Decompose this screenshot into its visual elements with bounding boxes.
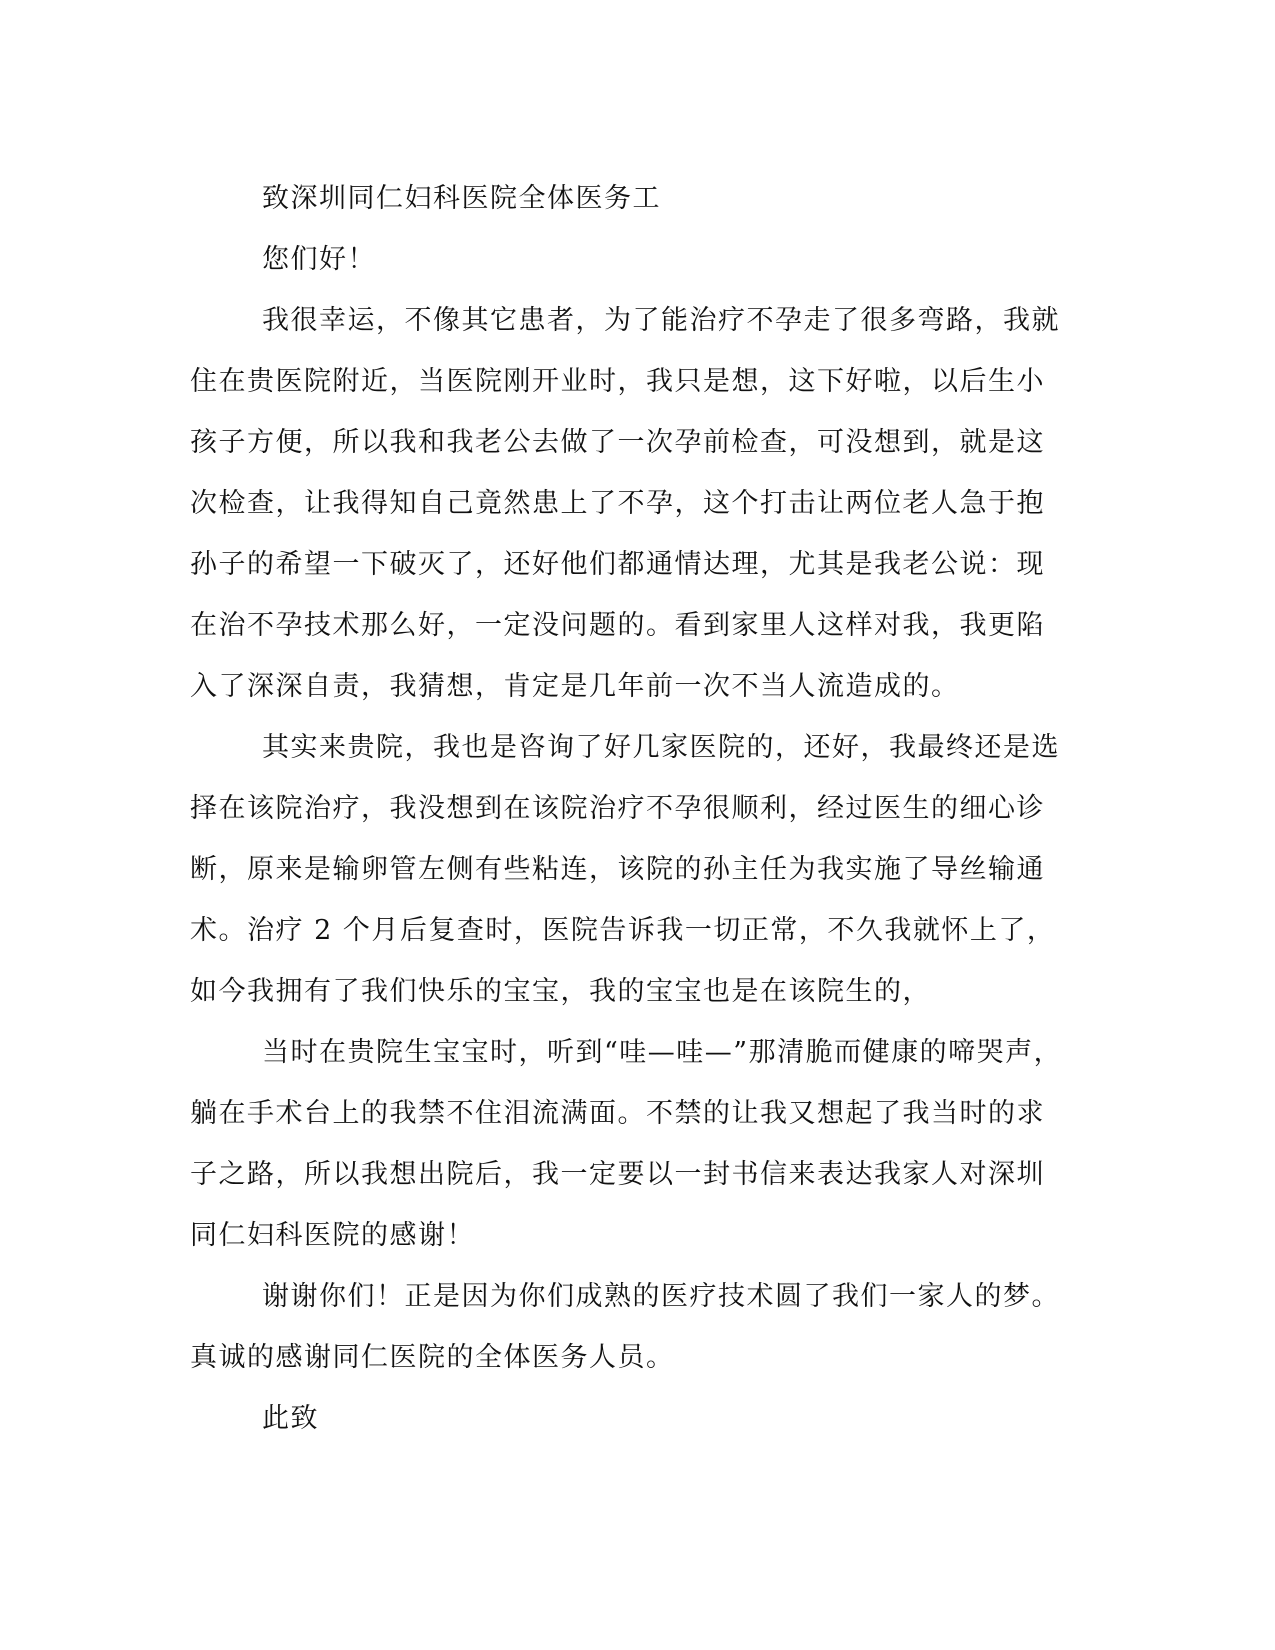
paragraph-line: 真诚的感谢同仁医院的全体医务人员。 [190, 1342, 675, 1373]
paragraph-line: 当时在贵院生宝宝时，听到“哇—哇—”那清脆而健康的啼哭声， [262, 1037, 1063, 1068]
paragraph-line: 其实来贵院，我也是咨询了好几家医院的，还好，我最终还是选 [262, 732, 1060, 763]
letter-recipient: 致深圳同仁妇科医院全体医务工 [262, 183, 661, 214]
paragraph-line: 断，原来是输卵管左侧有些粘连，该院的孙主任为我实施了导丝输通 [190, 854, 1045, 885]
paragraph-line: 次检查，让我得知自己竟然患上了不孕，这个打击让两位老人急于抱 [190, 488, 1045, 519]
paragraph-4 [190, 1266, 1080, 1388]
paragraph-line: 术。治疗 2 个月后复查时，医院告诉我一切正常，不久我就怀上了， [190, 915, 1056, 946]
letter-body [190, 168, 1080, 1449]
paragraph-line: 择在该院治疗，我没想到在该院治疗不孕很顺利，经过医生的细心诊 [190, 793, 1045, 824]
letter-greeting: 您们好！ [262, 244, 376, 275]
paragraph-line: 我很幸运，不像其它患者，为了能治疗不孕走了很多弯路，我就 [262, 305, 1060, 336]
paragraph-line: 在治不孕技术那么好，一定没问题的。看到家里人这样对我，我更陷 [190, 610, 1045, 641]
letter-closing: 此致 [262, 1403, 319, 1434]
paragraph-line: 孙子的希望一下破灭了，还好他们都通情达理，尤其是我老公说：现 [190, 549, 1045, 580]
paragraph-line: 如今我拥有了我们快乐的宝宝，我的宝宝也是在该院生的， [190, 976, 931, 1007]
paragraph-line: 躺在手术台上的我禁不住泪流满面。不禁的让我又想起了我当时的求 [190, 1098, 1045, 1129]
paragraph-line: 子之路，所以我想出院后，我一定要以一封书信来表达我家人对深圳 [190, 1159, 1045, 1190]
paragraph-line: 谢谢你们！正是因为你们成熟的医疗技术圆了我们一家人的梦。 [262, 1281, 1060, 1312]
paragraph-line: 入了深深自责，我猜想，肯定是几年前一次不当人流造成的。 [190, 671, 960, 702]
paragraph-line: 住在贵医院附近，当医院刚开业时，我只是想，这下好啦，以后生小 [190, 366, 1045, 397]
paragraph-line: 同仁妇科医院的感谢！ [190, 1220, 475, 1251]
paragraph-3 [190, 1022, 1080, 1266]
paragraph-2 [190, 717, 1080, 1022]
paragraph-line: 孩子方便，所以我和我老公去做了一次孕前检查，可没想到，就是这 [190, 427, 1045, 458]
paragraph-1 [190, 290, 1080, 717]
